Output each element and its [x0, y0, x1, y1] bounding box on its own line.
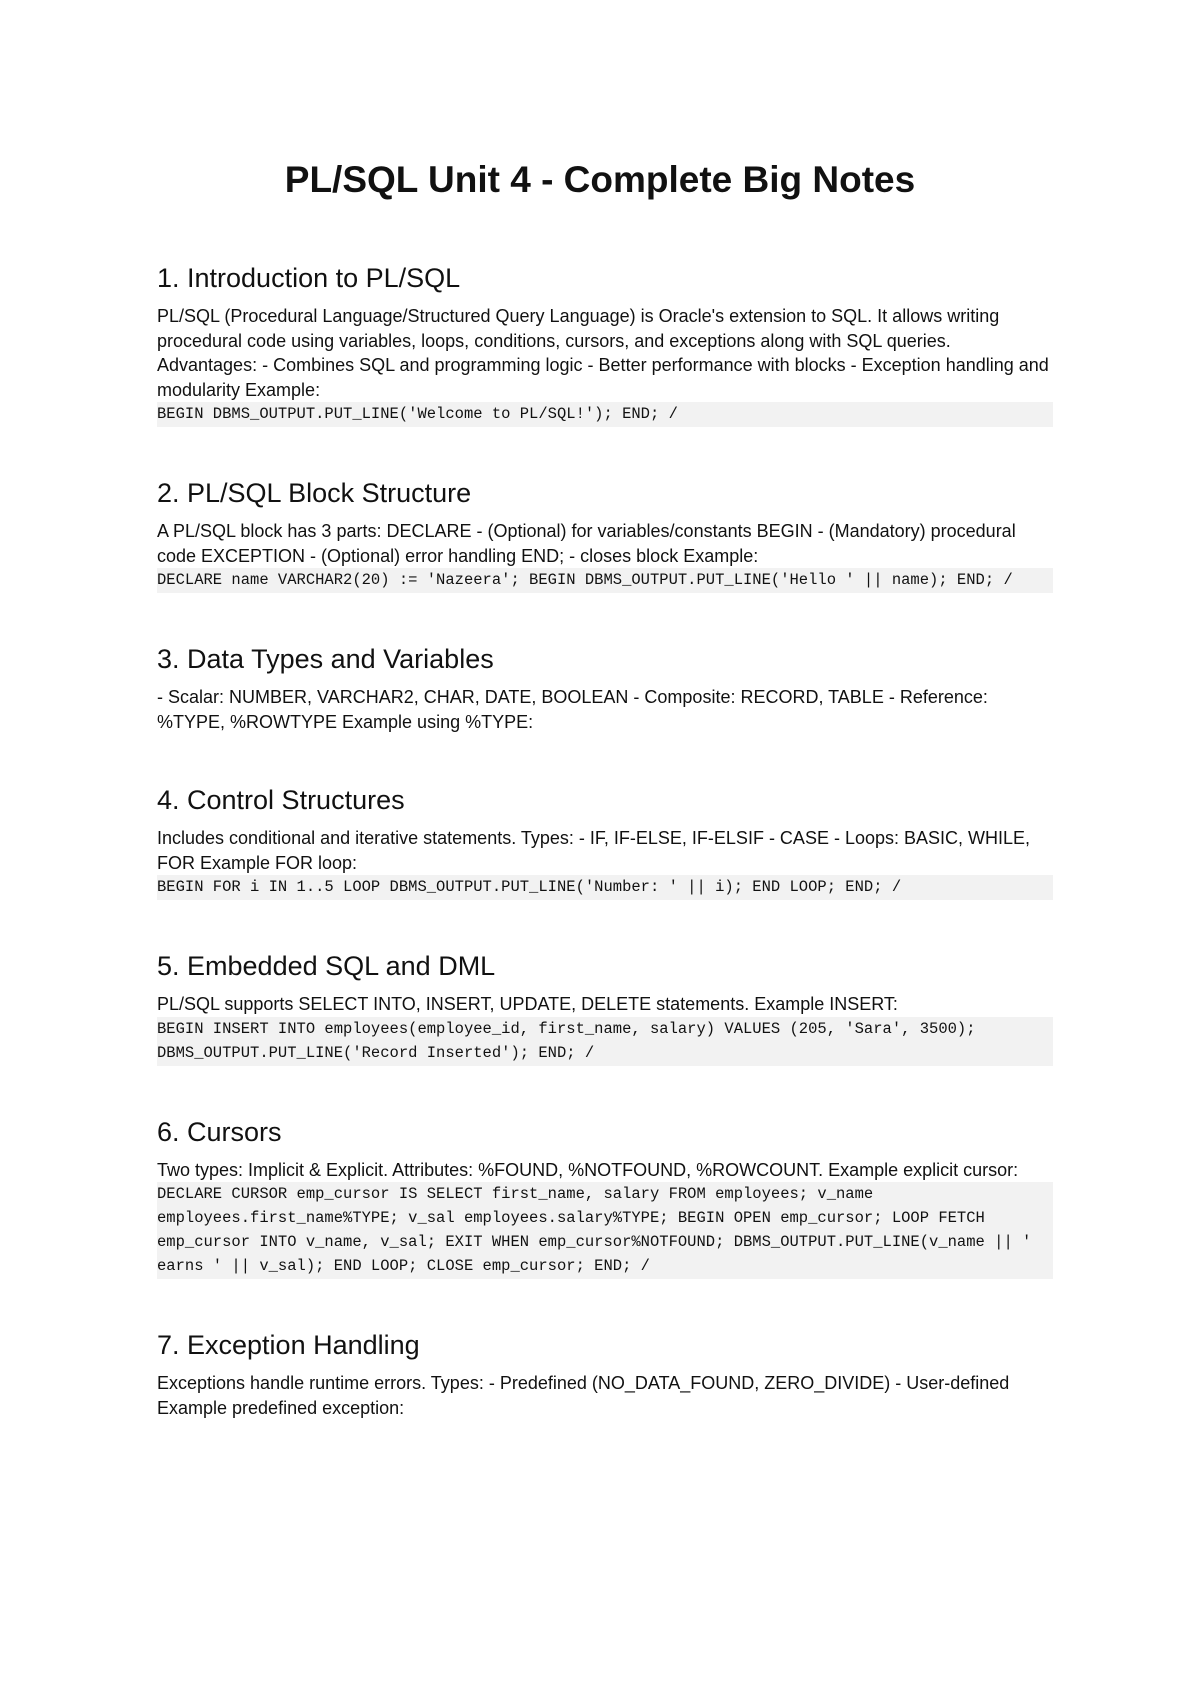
section-control-structures: [157, 784, 1053, 900]
section-heading: 5. Embedded SQL and DML: [157, 951, 496, 981]
code-example: DECLARE name VARCHAR2(20) := 'Nazeera'; BEGIN DBMS_OUTPUT.PUT_LINE('Hello ' || name); END; /: [157, 568, 1053, 593]
code-example: DECLARE CURSOR emp_cursor IS SELECT first_name, salary FROM employees; v_name employees.first_name%TYPE; v_sal employees.salary%TYPE; BEGIN OPEN emp_cursor; LOOP FETCH emp_cursor INTO v_name, v_sal; EXIT WHEN emp_cursor%NOTFOUND; DBMS_OUTPUT.PUT_LINE(v_name || ' earns ' || v_sal); END LOOP; CLOSE emp_cursor; END; /: [157, 1182, 1053, 1279]
section-heading: 3. Data Types and Variables: [157, 644, 494, 674]
section-heading: 7. Exception Handling: [157, 1330, 420, 1360]
code-example: BEGIN DBMS_OUTPUT.PUT_LINE('Welcome to PL/SQL!'); END; /: [157, 402, 1053, 427]
section-heading: 4. Control Structures: [157, 785, 405, 815]
document-title: PL/SQL Unit 4 - Complete Big Notes: [284, 159, 916, 200]
section-introduction: [157, 262, 1053, 427]
section-body: Two types: Implicit & Explicit. Attributes: %FOUND, %NOTFOUND, %ROWCOUNT. Example explicit cursor:: [157, 1159, 1019, 1180]
section-body: - Scalar: NUMBER, VARCHAR2, CHAR, DATE, BOOLEAN - Composite: RECORD, TABLE - Reference: %TYPE, %ROWTYPE Example using %TYPE:: [157, 687, 988, 732]
code-example: BEGIN INSERT INTO employees(employee_id, first_name, salary) VALUES (205, 'Sara', 3500); DBMS_OUTPUT.PUT_LINE('Record Inserted'); END; /: [157, 1017, 1053, 1066]
section-body: PL/SQL supports SELECT INTO, INSERT, UPDATE, DELETE statements. Example INSERT:: [157, 994, 898, 1014]
section-exception-handling: [157, 1329, 1053, 1420]
section-block-structure: [157, 477, 1053, 593]
section-cursors: [157, 1116, 1053, 1280]
section-data-types: [157, 643, 1053, 734]
section-heading: 6. Cursors: [157, 1116, 282, 1147]
code-example: BEGIN FOR i IN 1..5 LOOP DBMS_OUTPUT.PUT_LINE('Number: ' || i); END LOOP; END; /: [157, 875, 1053, 900]
section-body: Exceptions handle runtime errors. Types: - Predefined (NO_DATA_FOUND, ZERO_DIVIDE) - User-defined Example predefined exception:: [157, 1373, 1010, 1418]
section-body: Includes conditional and iterative statements. Types: - IF, IF-ELSE, IF-ELSIF - CASE - Loops: BASIC, WHILE, FOR Example FOR loop:: [157, 828, 1031, 873]
section-body: A PL/SQL block has 3 parts: DECLARE - (Optional) for variables/constants BEGIN - (Mandatory) procedural code EXCEPTION - (Optional) error handling END; - closes block Example:: [157, 521, 1016, 566]
section-body: PL/SQL (Procedural Language/Structured Query Language) is Oracle's extension to SQL. It allows writing procedural code using variables, loops, conditions, cursors, and exceptions along with SQL queries. Advantages: - Combines SQL and programming logic - Better performance with blocks - Exception handling and modularity Example:: [157, 306, 1049, 400]
section-heading: 1. Introduction to PL/SQL: [157, 263, 461, 293]
document-content: [157, 262, 1053, 1470]
section-heading: 2. PL/SQL Block Structure: [157, 478, 472, 508]
section-embedded-sql: [157, 950, 1053, 1066]
